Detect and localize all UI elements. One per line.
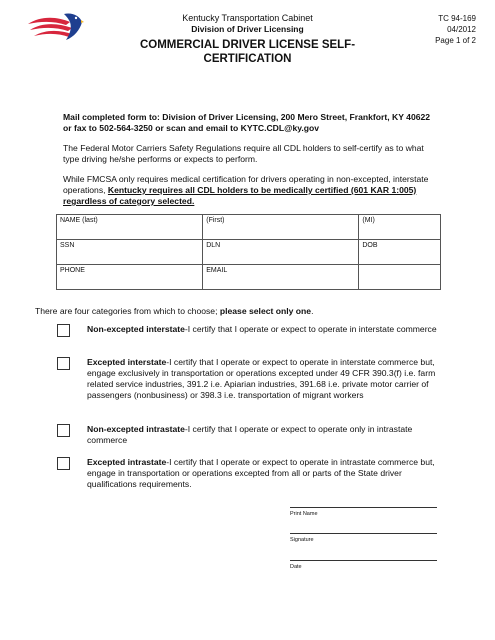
- middle-initial-field[interactable]: [359, 215, 441, 240]
- table-row: [57, 215, 441, 240]
- first-name-field[interactable]: [203, 215, 359, 240]
- category-option-title: Excepted intrastate: [87, 457, 167, 467]
- form-title: COMMERCIAL DRIVER LICENSE SELF-CERTIFICATION: [139, 39, 356, 65]
- category-option-description: -I certify that I operate or expect to operate in intrastate commerce but, engage in transportation or operations excepted from all or parts of the State driver qualifications requirements.: [87, 457, 435, 489]
- last-name-field[interactable]: [57, 215, 203, 240]
- empty-cell: [359, 265, 441, 290]
- category-option-label: [87, 357, 447, 401]
- date-field[interactable]: [290, 560, 437, 570]
- category-option-title: Non-excepted interstate: [87, 324, 185, 334]
- medical-certification-statement: [63, 174, 441, 207]
- signature-line: [290, 533, 437, 534]
- signature-label: Signature: [290, 537, 314, 543]
- print-name-line: [290, 507, 437, 508]
- dob-field[interactable]: [359, 240, 441, 265]
- email-label: EMAIL: [206, 267, 228, 274]
- non-excepted-intrastate-checkbox[interactable]: [57, 424, 70, 437]
- form-date: 04/2012: [447, 25, 476, 34]
- mail-instructions: Mail completed form to: Division of Driver Licensing, 200 Mero Street, Frankfort, KY 40622 or fax to 502-564-3250 or scan and email to KYTC.CDL@ky.gov: [63, 112, 431, 133]
- category-option-description: -I certify that I operate or expect to operate only in intrastate commerce: [87, 424, 413, 445]
- category-intro-emphasis: please select only one: [219, 306, 312, 316]
- date-line: [290, 560, 437, 561]
- division-name: Division of Driver Licensing: [191, 24, 304, 34]
- form-header: [110, 13, 385, 66]
- medical-statement-text: While FMCSA only requires medical certification for drivers operating in non-excepted, interstate operations,: [63, 174, 429, 195]
- phone-label: PHONE: [60, 267, 85, 274]
- personal-info-table: [56, 214, 441, 290]
- table-row: [57, 240, 441, 265]
- signature-field[interactable]: [290, 533, 437, 543]
- table-row: [57, 265, 441, 290]
- category-intro: [35, 306, 313, 316]
- print-name-field[interactable]: [290, 507, 437, 517]
- excepted-intrastate-checkbox[interactable]: [57, 457, 70, 470]
- page-indicator: Page 1 of 2: [435, 36, 476, 45]
- form-metadata: [435, 13, 476, 46]
- category-option-description: -I certify that I operate or expect to operate in interstate commerce but, engage exclusively in transportation or operations excepted under 49 CFR 390.3(f) i.e. farm related service industries, 391.2 i.e. Apiarian industries, 391.68 i.e. private motor carrier of passengers (nonbusiness) or 398.3 i.e. transportation of migrant workers: [87, 357, 436, 400]
- phone-field[interactable]: [57, 265, 203, 290]
- kentucky-eagle-logo-icon: [26, 10, 84, 44]
- email-field[interactable]: [203, 265, 359, 290]
- form-number: TC 94-169: [438, 14, 476, 23]
- first-name-label: (First): [206, 217, 225, 224]
- middle-initial-label: (MI): [362, 217, 375, 224]
- ssn-label: SSN: [60, 242, 75, 249]
- dln-field[interactable]: [203, 240, 359, 265]
- agency-name: Kentucky Transportation Cabinet: [182, 13, 313, 23]
- fmcsa-statement: The Federal Motor Carriers Safety Regulations require all CDL holders to self-certify as to what type driving he/she performs or expects to perform.: [63, 143, 424, 164]
- date-label: Date: [290, 564, 302, 570]
- category-option-label: [87, 457, 447, 490]
- dln-label: DLN: [206, 242, 221, 249]
- ssn-field[interactable]: [57, 240, 203, 265]
- category-option-label: [87, 424, 447, 446]
- category-option-description: -I certify that I operate or expect to operate in interstate commerce: [184, 324, 437, 334]
- print-name-label: Print Name: [290, 511, 318, 517]
- excepted-interstate-checkbox[interactable]: [57, 357, 70, 370]
- category-intro-text: There are four categories from which to choose;: [35, 306, 220, 316]
- category-option-title: Non-excepted intrastate: [87, 424, 185, 434]
- non-excepted-interstate-checkbox[interactable]: [57, 324, 70, 337]
- last-name-label: NAME (last): [60, 217, 98, 224]
- kentucky-requirement-text: Kentucky requires all CDL holders to be medically certified (601 KAR 1:005) regardless of category selected.: [63, 185, 417, 206]
- category-option-label: [87, 324, 447, 335]
- dob-label: DOB: [362, 242, 378, 249]
- category-intro-end: .: [311, 306, 314, 316]
- category-option-title: Excepted interstate: [87, 357, 167, 367]
